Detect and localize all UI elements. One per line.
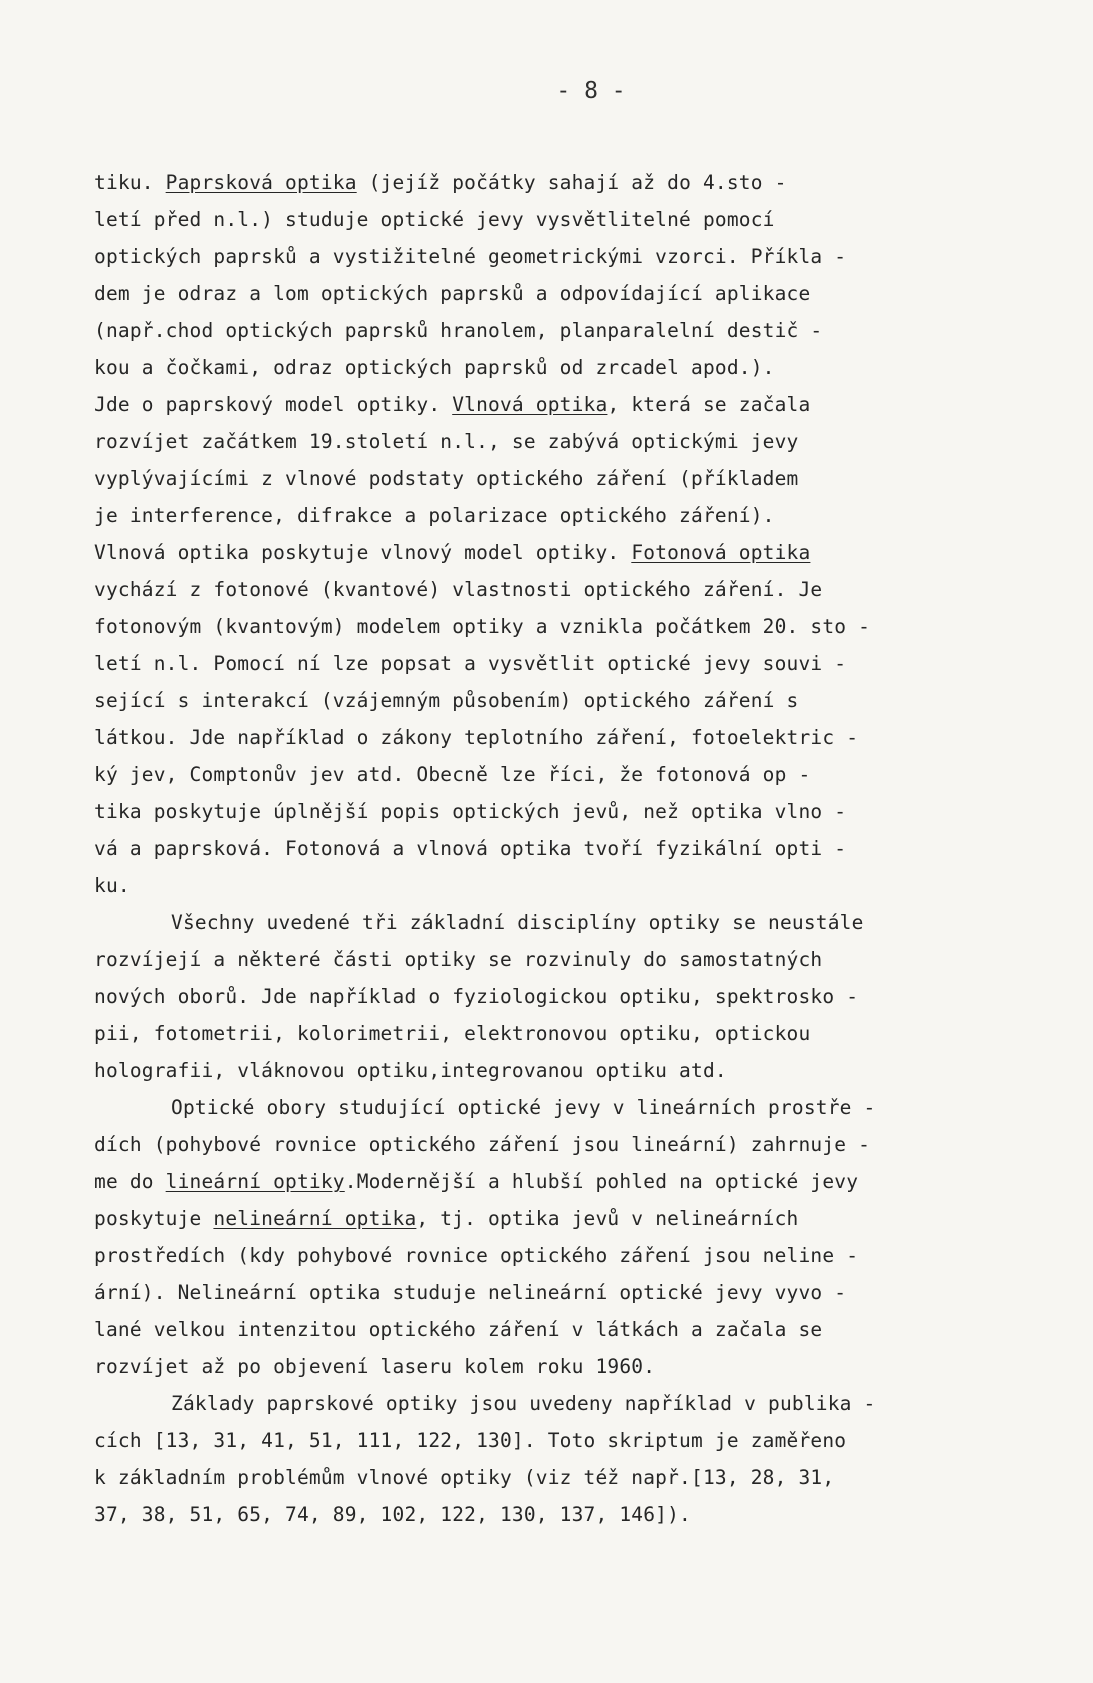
text-segment: me do <box>94 1170 166 1193</box>
text-line <box>94 645 1033 682</box>
text-segment: vychází z fotonové (kvantové) vlastnosti optického záření. Je <box>94 578 823 601</box>
text-segment: nových oborů. Jde například o fyziologickou optiku, spektrosko - <box>94 985 859 1008</box>
text-segment: , která se začala <box>607 393 811 416</box>
text-segment: cích [13, 31, 41, 51, 111, 122, 130]. Toto skriptum je zaměřeno <box>94 1429 847 1452</box>
page-number: - 8 - <box>556 78 626 104</box>
text-line <box>94 1126 1033 1163</box>
text-line <box>94 1422 1033 1459</box>
text-segment: pii, fotometrii, kolorimetrii, elektronovou optiku, optickou <box>94 1022 811 1045</box>
text-line <box>94 867 1033 904</box>
text-line <box>94 719 1033 756</box>
text-segment: je interference, difrakce a polarizace optického záření). <box>94 504 775 527</box>
underlined-term: Paprsková optika <box>165 171 357 194</box>
text-segment: , tj. optika jevů v nelineárních <box>416 1207 799 1230</box>
body-text <box>94 164 1033 1533</box>
text-segment: tika poskytuje úplnější popis optických jevů, než optika vlno - <box>94 800 847 823</box>
underlined-term: lineární optiky <box>165 1170 345 1193</box>
text-segment: prostředích (kdy pohybové rovnice optického záření jsou neline - <box>94 1244 859 1267</box>
underlined-term: Fotonová optika <box>631 541 811 564</box>
text-line <box>94 1200 1033 1237</box>
text-line <box>94 497 1033 534</box>
text-segment: optických paprsků a vystižitelné geometrickými vzorci. Příkla - <box>94 245 847 268</box>
text-line <box>94 1385 1033 1422</box>
text-segment: vyplývajícími z vlnové podstaty optického záření (příkladem <box>94 467 799 490</box>
text-line <box>94 1015 1033 1052</box>
text-segment: vá a paprsková. Fotonová a vlnová optika tvoří fyzikální opti - <box>94 837 847 860</box>
text-line <box>94 941 1033 978</box>
text-line <box>94 275 1033 312</box>
text-line <box>94 423 1033 460</box>
text-segment: Základy paprskové optiky jsou uvedeny například v publika - <box>171 1392 876 1415</box>
text-line <box>94 1274 1033 1311</box>
text-line <box>94 1052 1033 1089</box>
text-segment: rozvíjet začátkem 19.století n.l., se zabývá optickými jevy <box>94 430 799 453</box>
underlined-term: Vlnová optika <box>452 393 608 416</box>
text-line <box>94 1348 1033 1385</box>
text-line <box>94 1237 1033 1274</box>
text-segment: (jejíž počátky sahají až do 4.sto - <box>356 171 787 194</box>
underlined-term: nelineární optika <box>213 1207 417 1230</box>
text-line <box>94 238 1033 275</box>
text-segment: lané velkou intenzitou optického záření v látkách a začala se <box>94 1318 823 1341</box>
text-segment: tiku. <box>94 171 166 194</box>
text-line <box>94 904 1033 941</box>
text-line <box>94 793 1033 830</box>
text-segment: kou a čočkami, odraz optických paprsků od zrcadel apod.). <box>94 356 775 379</box>
text-line <box>94 756 1033 793</box>
text-line <box>94 1496 1033 1533</box>
text-segment: letí n.l. Pomocí ní lze popsat a vysvětlit optické jevy souvi - <box>94 652 847 675</box>
text-segment: dem je odraz a lom optických paprsků a odpovídající aplikace <box>94 282 811 305</box>
text-segment: letí před n.l.) studuje optické jevy vysvětlitelné pomocí <box>94 208 775 231</box>
text-line <box>94 1311 1033 1348</box>
text-line <box>94 830 1033 867</box>
text-line <box>94 460 1033 497</box>
text-segment: k základním problémům vlnové optiky (viz též např.[13, 28, 31, <box>94 1466 835 1489</box>
text-line <box>94 571 1033 608</box>
text-line <box>94 386 1033 423</box>
text-segment: sející s interakcí (vzájemným působením) optického záření s <box>94 689 799 712</box>
text-line <box>94 608 1033 645</box>
text-segment: poskytuje <box>94 1207 214 1230</box>
text-segment: rozvíjet až po objevení laseru kolem roku 1960. <box>94 1355 656 1378</box>
text-segment: fotonovým (kvantovým) modelem optiky a vznikla počátkem 20. sto - <box>94 615 871 638</box>
text-segment: rozvíjejí a některé části optiky se rozvinuly do samostatných <box>94 948 823 971</box>
text-segment: holografii, vláknovou optiku,integrovanou optiku atd. <box>94 1059 727 1082</box>
text-segment: .Modernější a hlubší pohled na optické jevy <box>344 1170 859 1193</box>
text-line <box>94 312 1033 349</box>
text-segment: Optické obory studující optické jevy v lineárních prostře - <box>171 1096 876 1119</box>
text-segment: 37, 38, 51, 65, 74, 89, 102, 122, 130, 137, 146]). <box>94 1503 691 1526</box>
text-line <box>94 978 1033 1015</box>
text-line <box>94 534 1033 571</box>
text-line <box>94 1089 1033 1126</box>
text-line <box>94 164 1033 201</box>
text-segment: Všechny uvedené tři základní disciplíny optiky se neustále <box>171 911 864 934</box>
text-segment: ární). Nelineární optika studuje nelineární optické jevy vyvo - <box>94 1281 847 1304</box>
text-segment: Vlnová optika poskytuje vlnový model optiky. <box>94 541 632 564</box>
text-line <box>94 682 1033 719</box>
text-segment: ku. <box>94 874 130 897</box>
text-segment: Jde o paprskový model optiky. <box>94 393 453 416</box>
text-line <box>94 1163 1033 1200</box>
text-segment: dích (pohybové rovnice optického záření jsou lineární) zahrnuje - <box>94 1133 871 1156</box>
text-segment: (např.chod optických paprsků hranolem, planparalelní destič - <box>94 319 823 342</box>
text-segment: látkou. Jde například o zákony teplotního záření, fotoelektric - <box>94 726 859 749</box>
text-line <box>94 349 1033 386</box>
text-segment: ký jev, Comptonův jev atd. Obecně lze říci, že fotonová op - <box>94 763 811 786</box>
text-line <box>94 1459 1033 1496</box>
text-line <box>94 201 1033 238</box>
